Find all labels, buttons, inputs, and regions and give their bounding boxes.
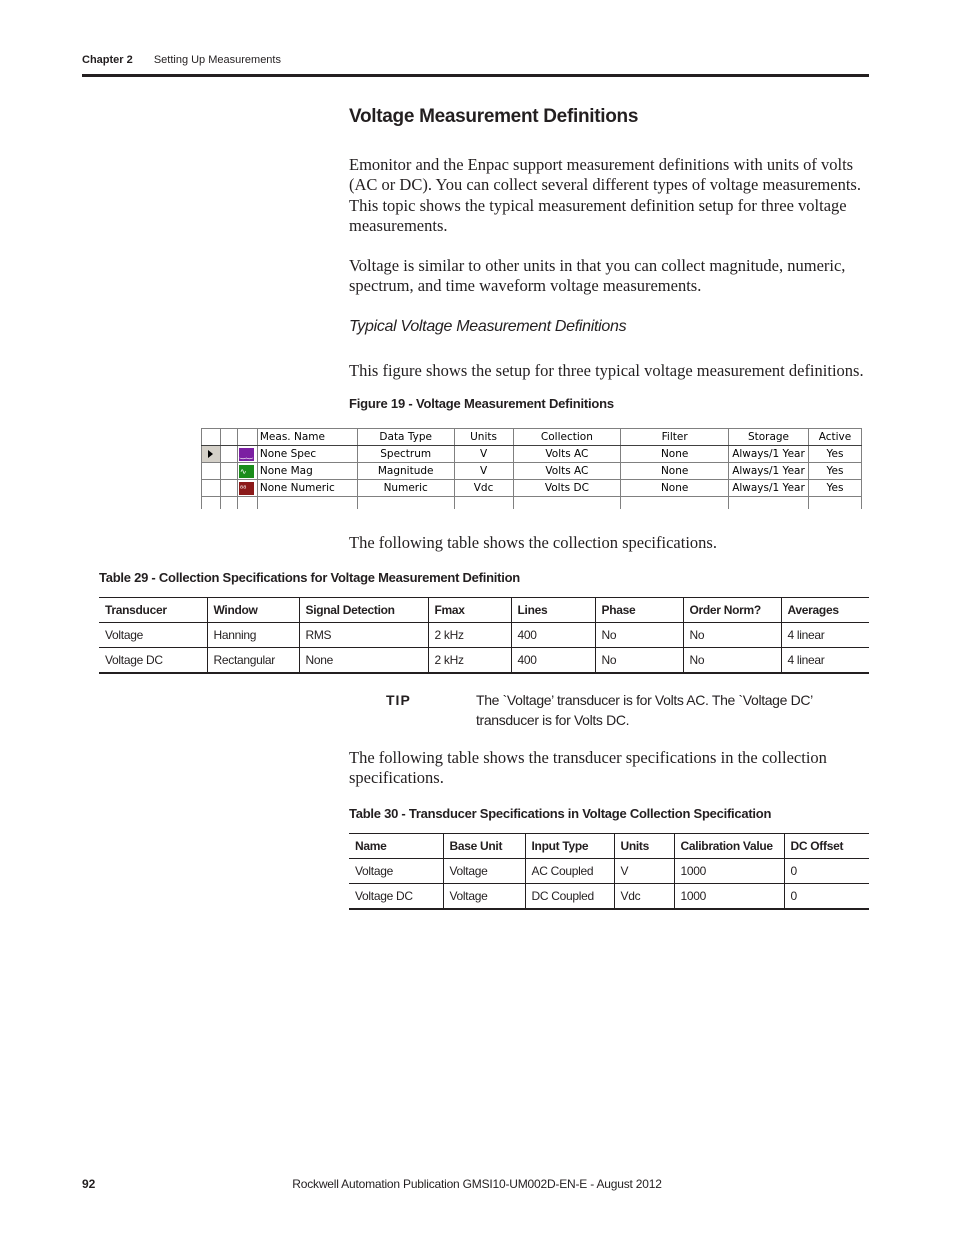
- grid-row-empty[interactable]: [202, 497, 862, 510]
- table-cell: RMS: [299, 623, 428, 648]
- grid-cell[interactable]: None Spec: [257, 446, 357, 463]
- grid-cell[interactable]: Yes: [808, 446, 861, 463]
- transducer-specifications-table: [349, 833, 869, 910]
- grid-col-header[interactable]: Filter: [621, 429, 729, 446]
- grid-cell[interactable]: Magnitude: [357, 463, 454, 480]
- table-cell: Voltage DC: [349, 884, 443, 910]
- table-cell: 4 linear: [781, 648, 869, 674]
- table-cell: Hanning: [207, 623, 299, 648]
- tip-text: The `Voltage’ transducer is for Volts AC. The `Voltage DC’ transducer is for Volts DC.: [476, 692, 813, 728]
- running-header: [82, 54, 281, 66]
- grid-cell[interactable]: Vdc: [454, 480, 513, 497]
- grid-cell[interactable]: None: [621, 463, 729, 480]
- publication-footer: Rockwell Automation Publication GMSI10-UM002D-EN-E - August 2012: [292, 1177, 662, 1191]
- grid-corner-cell: [202, 429, 221, 446]
- table-cell: V: [614, 859, 674, 884]
- grid-cell[interactable]: Always/1 Year: [729, 480, 809, 497]
- table-row: [99, 648, 869, 674]
- magnitude-icon: ∿: [239, 465, 254, 478]
- grid-cell[interactable]: Volts AC: [513, 446, 621, 463]
- table-header: Calibration Value: [674, 834, 784, 859]
- table-cell: Vdc: [614, 884, 674, 910]
- grid-cell: [237, 497, 257, 510]
- row-selector[interactable]: [202, 463, 221, 480]
- grid-cell[interactable]: [357, 497, 454, 510]
- table-header: Signal Detection: [299, 598, 428, 623]
- table-cell: No: [595, 623, 683, 648]
- table-header: Window: [207, 598, 299, 623]
- grid-cell[interactable]: None: [621, 480, 729, 497]
- table-header: Phase: [595, 598, 683, 623]
- grid-cell[interactable]: V: [454, 463, 513, 480]
- table-row: [349, 884, 869, 910]
- grid-row[interactable]: [202, 480, 862, 497]
- table-cell: 400: [511, 648, 595, 674]
- table-cell: Rectangular: [207, 648, 299, 674]
- measurement-definitions-grid: [201, 428, 862, 509]
- grid-col-header[interactable]: Data Type: [357, 429, 454, 446]
- table-cell: 0: [784, 884, 869, 910]
- figure-intro-paragraph: This figure shows the setup for three typical voltage measurement definitions.: [349, 361, 864, 380]
- grid-header-row: [202, 429, 862, 446]
- grid-cell[interactable]: None: [621, 446, 729, 463]
- header-rule: [82, 74, 869, 77]
- table-cell: Voltage: [443, 859, 525, 884]
- subsection-heading: Typical Voltage Measurement Definitions: [349, 318, 627, 335]
- table-header: Units: [614, 834, 674, 859]
- table-cell: 0: [784, 859, 869, 884]
- current-row-arrow-icon: [208, 450, 213, 458]
- spectrum-icon: ‿‿: [239, 449, 253, 459]
- grid-cell[interactable]: None Numeric: [257, 480, 357, 497]
- grid-cell[interactable]: [729, 497, 809, 510]
- grid-cell[interactable]: Always/1 Year: [729, 446, 809, 463]
- table-row: [349, 859, 869, 884]
- chapter-label: Chapter 2: [82, 54, 133, 66]
- table-cell: No: [683, 623, 781, 648]
- grid-cell: [220, 480, 237, 497]
- grid-cell[interactable]: [454, 497, 513, 510]
- grid-cell[interactable]: [513, 497, 621, 510]
- grid-icon-cell: [237, 480, 257, 497]
- table-cell: 1000: [674, 884, 784, 910]
- grid-col-header[interactable]: Active: [808, 429, 861, 446]
- table-header: Averages: [781, 598, 869, 623]
- grid-cell[interactable]: Yes: [808, 463, 861, 480]
- grid-cell[interactable]: Spectrum: [357, 446, 454, 463]
- table29-caption: Table 29 - Collection Specifications for Voltage Measurement Definition: [99, 570, 520, 585]
- table-cell: 1000: [674, 859, 784, 884]
- grid-cell[interactable]: Yes: [808, 480, 861, 497]
- table-cell: Voltage: [349, 859, 443, 884]
- numeric-icon: ⁸⁸: [239, 482, 254, 495]
- grid-cell[interactable]: Volts AC: [513, 463, 621, 480]
- grid-cell[interactable]: V: [454, 446, 513, 463]
- grid-cell[interactable]: [808, 497, 861, 510]
- table-cell: 2 kHz: [428, 623, 511, 648]
- table-cell: 400: [511, 623, 595, 648]
- table-row: [99, 623, 869, 648]
- tip-label: TIP: [386, 692, 411, 708]
- table-header: Input Type: [525, 834, 614, 859]
- grid-cell[interactable]: Numeric: [357, 480, 454, 497]
- grid-blank-header: [220, 429, 237, 446]
- table29-intro-paragraph: The following table shows the collection specifications.: [349, 533, 717, 552]
- table-header: Lines: [511, 598, 595, 623]
- grid-col-header[interactable]: Units: [454, 429, 513, 446]
- table-cell: 4 linear: [781, 623, 869, 648]
- grid-icon-header: [237, 429, 257, 446]
- table-header: Name: [349, 834, 443, 859]
- row-selector[interactable]: [202, 480, 221, 497]
- section-title: Voltage Measurement Definitions: [349, 106, 639, 127]
- table-header: Fmax: [428, 598, 511, 623]
- page-number: 92: [82, 1177, 96, 1191]
- grid-col-header[interactable]: Collection: [513, 429, 621, 446]
- grid-cell[interactable]: None Mag: [257, 463, 357, 480]
- intro-paragraph-2: Voltage is similar to other units in that you can collect magnitude, numeric, spectrum, and time waveform voltage measurements.: [349, 256, 846, 296]
- grid-cell[interactable]: [621, 497, 729, 510]
- table-header-row: [349, 834, 869, 859]
- table-header: DC Offset: [784, 834, 869, 859]
- table-cell: Voltage DC: [99, 648, 207, 674]
- table-header: Order Norm?: [683, 598, 781, 623]
- row-selector[interactable]: [202, 497, 221, 510]
- grid-cell[interactable]: Always/1 Year: [729, 463, 809, 480]
- grid-col-header[interactable]: Storage: [729, 429, 809, 446]
- grid-icon-cell: [237, 446, 257, 463]
- table30-caption: Table 30 - Transducer Specifications in Voltage Collection Specification: [349, 806, 772, 821]
- table-header-row: [99, 598, 869, 623]
- grid-cell[interactable]: Volts DC: [513, 480, 621, 497]
- grid-cell: [220, 446, 237, 463]
- grid-icon-cell: [237, 463, 257, 480]
- table-cell: 2 kHz: [428, 648, 511, 674]
- grid-row[interactable]: [202, 463, 862, 480]
- table-cell: None: [299, 648, 428, 674]
- table30-intro-paragraph: The following table shows the transducer specifications in the collection specifications.: [349, 748, 827, 788]
- row-selector[interactable]: [202, 446, 221, 463]
- grid-col-header[interactable]: Meas. Name: [257, 429, 357, 446]
- grid-row[interactable]: [202, 446, 862, 463]
- table-cell: AC Coupled: [525, 859, 614, 884]
- grid-cell[interactable]: [257, 497, 357, 510]
- figure-caption: Figure 19 - Voltage Measurement Definitions: [349, 396, 614, 411]
- table-cell: No: [595, 648, 683, 674]
- table-header: Base Unit: [443, 834, 525, 859]
- table-cell: Voltage: [443, 884, 525, 910]
- table-cell: DC Coupled: [525, 884, 614, 910]
- grid-cell: [220, 497, 237, 510]
- table-cell: No: [683, 648, 781, 674]
- grid-cell: [220, 463, 237, 480]
- section-label: Setting Up Measurements: [153, 54, 281, 66]
- intro-paragraph-1: Emonitor and the Enpac support measurement definitions with units of volts (AC or DC). You can collect several different types of voltage measurements. This topic shows the typical measurement definition setup for three voltage measurements.: [349, 155, 861, 235]
- table-header: Transducer: [99, 598, 207, 623]
- collection-specifications-table: [99, 597, 869, 674]
- table-cell: Voltage: [99, 623, 207, 648]
